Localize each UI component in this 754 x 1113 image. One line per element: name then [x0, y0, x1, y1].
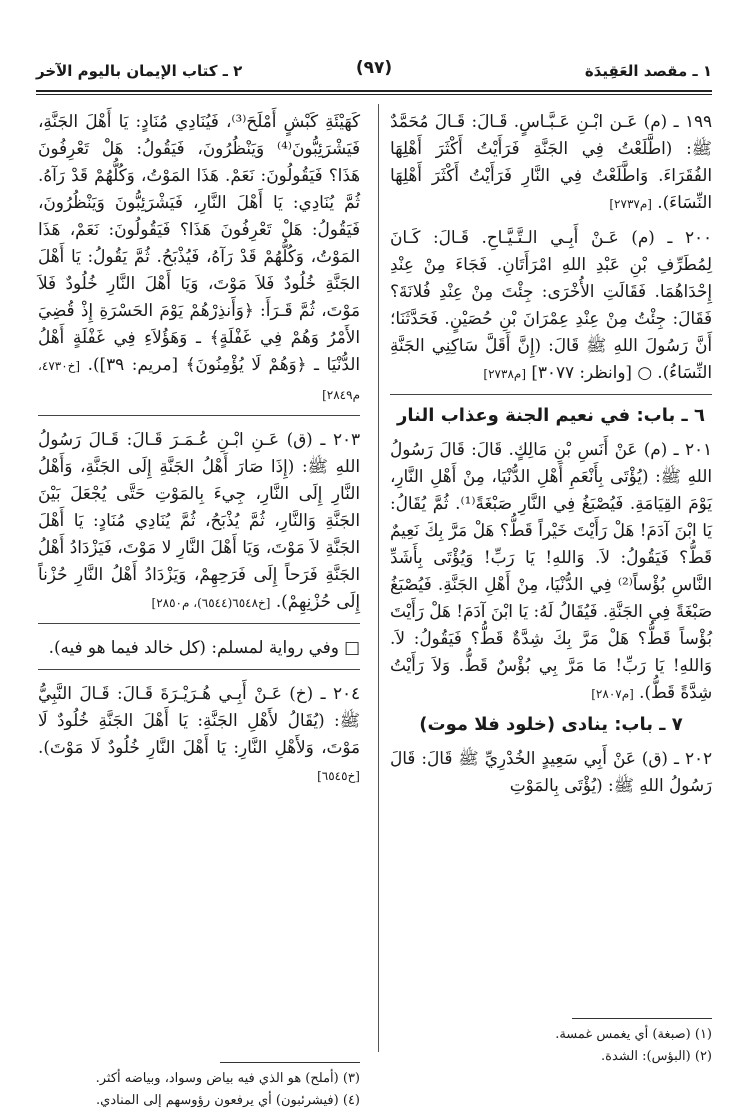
hadith-201 [390, 436, 712, 708]
hadith-200-text: ٢٠٠ ـ (م) عَـنْ أَبِـي الـتَّـيَّـاحِ. قَـالَ: كَـانَ لِمُطَرِّفِ بْنِ عَبْدِ اللهِ امْرَأَتَانِ. فَجَاءَ مِنْ عِنْدِ إِحْدَاهُمَا. فَقَالَتِ الأُخْرَى: جِئْتَ مِنْ عِنْدِ فُلانَةَ؟ فَقَالَ: جِئْتُ مِنْ عِنْدِ عِمْرَانَ بْنِ حُصَيْنٍ. فَحَدَّثَنَا؛ أَنَّ رَسُولَ اللهِ ﷺ قَالَ: (إِنَّ أَقَلَّ سَاكِنِي الجَنَّةِ النِّسَاءُ). ○ [وانظر: ٣٠٧٧] [390, 227, 712, 382]
hadith-201-text: ٢٠١ ـ (م) عَنْ أَنَسِ بْنِ مَالِكٍ. قَالَ: قَالَ رَسُولُ اللهِ ﷺ: (يُؤْتَى بِأَنْعَمِ أَهْلِ الدُّنْيَا، مِنْ أَهْلِ النَّارِ، يَوْمَ القِيَامَةِ. فَيُصْبَغُ فِي النَّارِ صَبْغَةً⁽¹⁾. ثُمَّ يُقَالُ: يَا ابْنَ آدَمَ! هَلْ رَأَيْتَ خَيْراً قَطُّ؟ هَلْ مَرَّ بِكَ نَعِيمٌ قَطُّ؟ فَيَقُولُ: لاَ. وَاللهِ! يَا رَبِّ! وَيُؤْتَى بِأَشَدِّ النَّاسِ بُؤْساً⁽²⁾ فِي الدُّنْيَا، مِنْ أَهْلِ الجَنَّةِ. فَيُصْبَغُ صَبْغَةً فِي الجَنَّةِ. فَيُقَالُ لَهُ: يَا ابْنَ آدَمَ! هَلْ رَأَيْتَ بُؤْساً قَطُّ؟ هَلْ مَرَّ بِكَ شِدَّةٌ قَطُّ؟ فَيَقُولُ: لاَ. وَاللهِ! يَا رَبِّ! مَا مَرَّ بِي بُؤْسٌ قَطُّ. وَلاَ رَأَيْتُ شِدَّةً قَطُّ). [390, 439, 712, 702]
hadith-199-ref: [م٢٧٣٧] [609, 197, 652, 211]
chapter-6-heading [390, 405, 712, 426]
page-number: (٩٧) [355, 58, 393, 78]
section-rule [38, 669, 360, 670]
footnote-rule [572, 1018, 712, 1019]
hadith-200-ref: [م٢٧٣٨] [483, 367, 527, 381]
hadith-204 [38, 680, 360, 790]
hadith-204-text: ٢٠٤ ـ (خ) عَـنْ أَبِـي هُـرَيْـرَةَ قَـالَ: قَـالَ النَّبِيُّ ﷺ: (يُقَالُ لأَهْلِ الجَنَّةِ: يَا أَهْلَ الجَنَّةِ خُلُودٌ لَا مَوْتَ، وَلأَهْلِ النَّارِ: يَا أَهْلَ النَّارِ خُلُودٌ لَا مَوْتَ). [38, 683, 360, 757]
footnote-2: (٢) (البؤس): الشدة. [601, 1049, 712, 1064]
hadith-203-ref: [خ٦٥٤٨(٦٥٤٤)، م٢٨٥٠] [151, 596, 271, 610]
header-rule [36, 90, 712, 92]
hadith-200 [390, 224, 712, 388]
left-footnotes [38, 1052, 360, 1113]
hadith-201-ref: [م٢٨٠٧] [591, 687, 634, 701]
right-column [390, 108, 712, 805]
right-footnotes [390, 1008, 712, 1069]
running-header [36, 58, 712, 88]
hadith-202-cont-text: كَهَيْئَةِ كَبْشٍ أَمْلَحَ⁽³⁾، فَيُنَادِي مُنَادٍ: يَا أَهْلَ الجَنَّةِ، فَيَشْرَئِبُّونَ⁽⁴⁾ وَيَنْظُرُونَ، فَيَقُولُ: هَلْ تَعْرِفُونَ هَذَا؟ فَيَقُولُونَ: نَعَمْ. هَذَا المَوْتُ، وَكُلُّهُمْ قَدْ رَآهُ. ثُمَّ يُنَادِي: يَا أَهْلَ النَّارِ، فَيَشْرَئِبُّونَ وَيَنْظُرُونَ، فَيَقُولُ: هَلْ تَعْرِفُونَ هَذَا؟ فَيَقُولُونَ: نَعَمْ، هَذَا المَوْتُ، وَكُلُّهُمْ قَدْ رَآهُ، فَيُذْبَحُ. ثُمَّ يَقُولُ: يَا أَهْلَ الجَنَّةِ خُلُودٌ فَلاَ مَوْتَ، وَيَا أَهْلَ النَّارِ خُلُودٌ فَلاَ مَوْتَ، ثُمَّ قَـرَأَ: ﴿وَأَنذِرْهُمْ يَوْمَ الحَسْرَةِ إِذْ قُضِيَ الأَمْرُ وَهُمْ فِي غَفْلَةٍ﴾ ـ وَهَؤُلاَءِ فِي غَفْلَةٍ أَهْلُ الدُّنْيَا ـ ﴿وَهُمْ لَا يُؤْمِنُونَ﴾ [مريم: ٣٩]). [38, 111, 360, 374]
column-divider [378, 104, 379, 1052]
hadith-204-ref: [خ٦٥٤٥] [317, 769, 360, 783]
muslim-narration-note: □ وفي رواية لمسلم: (كل خالد فيما هو فيه). [48, 637, 360, 657]
section-rule [38, 415, 360, 416]
footnote-rule [220, 1062, 360, 1063]
hadith-199 [390, 108, 712, 218]
hadith-202-ref: [خ٤٧٣٠، م٢٨٤٩] [38, 359, 360, 402]
footnote-1: (١) (صبغة) أي يغمس غمسة. [555, 1027, 712, 1042]
section-rule [38, 623, 360, 624]
hadith-202-start: ٢٠٢ ـ (ق) عَنْ أَبِي سَعِيدٍ الخُدْرِيِّ ﷺ قَالَ: قَالَ رَسُولُ اللهِ ﷺ: (يُؤْتَى بِالمَوْتِ [390, 748, 712, 795]
hadith-203 [38, 426, 360, 617]
hadith-199-text: ١٩٩ ـ (م) عَـن ابْـنِ عَـبَّـاسٍ. قَـالَ: قَـالَ مُحَمَّدٌ ﷺ: (اطَّلَعْتُ فِي الجَنَّةِ فَرَأَيْتُ أَكْثَرَ أَهْلِهَا الفُقَرَاءَ. وَاطَّلَعْتُ فِي النَّارِ فَرَأَيْتُ أَكْثَرَ أَهْلِهَا النِّسَاءَ). [390, 111, 712, 212]
header-section-title: ١ ـ مقصد العَقِيدَة [584, 62, 712, 80]
chapter-7-title: ٧ ـ باب: ينادى (خلود فلا موت) [419, 714, 683, 735]
header-rule-thin [36, 94, 712, 95]
section-rule [390, 394, 712, 395]
footnote-4: (٤) (فيشرئبون) أي يرفعون رؤوسهم إلى المنادي. [96, 1093, 360, 1108]
header-book-title: ٢ ـ كتاب الإيمان باليوم الآخر [36, 62, 243, 80]
hadith-202-continued [38, 108, 360, 409]
chapter-6-title: ٦ ـ باب: في نعيم الجنة وعذاب النار [397, 405, 705, 426]
footnote-3: (٣) (أملح) هو الذي فيه بياض وسواد، وبياضه أكثر. [95, 1071, 360, 1086]
hadith-203-text: ٢٠٣ ـ (ق) عَـنِ ابْـنِ عُـمَـرَ قَـالَ: قَـالَ رَسُولُ اللهِ ﷺ: (إِذَا صَارَ أَهْلُ الجَنَّةِ إِلَى الجَنَّةِ، وَأَهْلُ النَّارِ إِلَى النَّارِ، جِيءَ بِالمَوْتِ حَتَّى يُجْعَلَ بَيْنَ الجَنَّةِ وَالنَّارِ، ثُمَّ يُذْبَحُ، ثُمَّ يُنَادِي مُنَادٍ: يَا أَهْلَ الجَنَّةِ لاَ مَوْتَ، وَيَا أَهْلَ النَّارِ لا مَوْتَ، فَيَزْدَادُ أَهْلُ الجَنَّةِ فَرَحاً إِلَى فَرَحِهِمْ، وَيَزْدَادُ أَهْلُ النَّارِ حُزْناً إِلَى حُزْنِهِمْ). [38, 429, 360, 611]
chapter-7-heading [390, 714, 712, 735]
left-column [38, 108, 360, 796]
